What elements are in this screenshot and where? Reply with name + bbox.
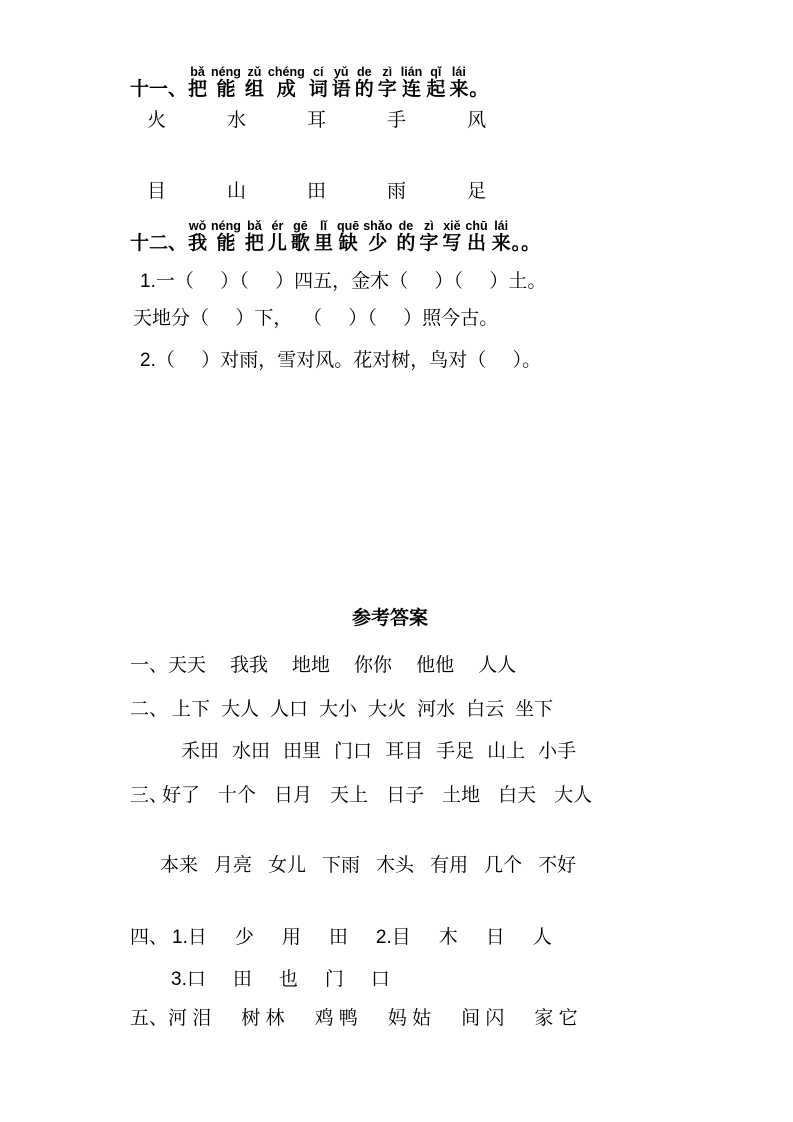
word: 田	[328, 927, 348, 948]
answer-row-4-2	[171, 969, 390, 990]
word: 山	[227, 181, 247, 202]
word: 禾田	[181, 741, 220, 762]
word: 田里	[283, 741, 322, 762]
title-char	[378, 66, 397, 100]
pinyin: wǒ	[188, 219, 207, 233]
word: 白云	[466, 699, 505, 720]
word: 木头	[376, 855, 415, 876]
word: 手	[387, 110, 407, 131]
word: 田	[307, 181, 327, 202]
title-char	[211, 66, 241, 100]
word: 耳	[307, 110, 327, 131]
title-char	[419, 220, 438, 254]
hanzi: 里	[313, 233, 333, 254]
title-char	[363, 220, 392, 254]
word: 鸡 鸭	[314, 1008, 358, 1029]
title-char	[291, 220, 310, 254]
section-11-header	[130, 66, 488, 100]
word: 门	[324, 969, 344, 990]
hanzi: 成	[276, 79, 296, 100]
hanzi: 把	[244, 233, 264, 254]
word: 也	[278, 969, 298, 990]
title-char	[268, 66, 305, 100]
title-char	[465, 220, 487, 254]
title-char	[401, 66, 423, 100]
hanzi: 能	[216, 233, 236, 254]
pinyin: xiě	[443, 219, 461, 233]
word: 天天	[168, 655, 207, 676]
word: 日	[485, 927, 505, 948]
fill-line-2: 天地分（ ）下， （ ）（ ）照今古。	[133, 308, 499, 329]
answer-row-5-1	[168, 1008, 578, 1029]
word: 雨	[387, 181, 407, 202]
word: 大火	[368, 699, 407, 720]
word: 水	[227, 110, 247, 131]
title-char	[268, 220, 287, 254]
word: 人口	[270, 699, 309, 720]
hanzi: 歌	[290, 233, 310, 254]
word: 上下	[172, 699, 211, 720]
hanzi: 组	[244, 79, 264, 100]
title-char	[188, 220, 207, 254]
word: 女儿	[268, 855, 307, 876]
word: 2.目	[375, 927, 411, 948]
title-char	[245, 220, 264, 254]
hanzi: 把	[188, 79, 208, 100]
pinyin: ér	[271, 219, 284, 233]
hanzi: 字	[377, 79, 397, 100]
answer-row-3-2	[160, 855, 576, 876]
word: 1.日	[172, 927, 207, 948]
pinyin: shǎo	[363, 219, 393, 233]
answer-label-3: 三、	[130, 785, 169, 806]
title-char	[396, 220, 415, 254]
word: 用	[281, 927, 301, 948]
word: 天上	[330, 785, 369, 806]
word: 目	[147, 181, 167, 202]
word: 树 林	[241, 1008, 285, 1029]
word: 妈 姑	[387, 1008, 432, 1029]
fill-line-3: 2.（ ）对雨，雪对风。花对树，鸟对（ ）。	[140, 350, 542, 371]
word: 坐下	[515, 699, 554, 720]
section-12-number: 十二、	[130, 233, 188, 254]
pinyin: de	[356, 65, 372, 79]
answer-label-5: 五、	[130, 1008, 169, 1029]
word: 3.口	[171, 969, 206, 990]
word: 风	[467, 110, 487, 131]
hanzi: 来	[491, 233, 511, 254]
word: 大人	[221, 699, 260, 720]
link-row-1	[147, 110, 486, 131]
word: 你你	[354, 655, 393, 676]
word: 土地	[442, 785, 481, 806]
title-char	[314, 220, 333, 254]
section-12-period: 。。	[511, 233, 541, 254]
pinyin: zì	[382, 65, 393, 79]
word: 白天	[498, 785, 537, 806]
pinyin: bǎ	[247, 219, 262, 233]
hanzi: 词	[308, 79, 328, 100]
hanzi: 缺	[338, 233, 358, 254]
word: 间 闪	[461, 1008, 505, 1029]
pinyin: néng	[211, 219, 241, 233]
answer-row-2-1	[172, 699, 553, 720]
pinyin: gē	[293, 219, 308, 233]
word: 火	[147, 110, 167, 131]
word: 河水	[417, 699, 456, 720]
title-char	[188, 66, 207, 100]
pinyin: chū	[465, 219, 488, 233]
answer-label-2: 二、	[130, 699, 169, 720]
word: 足	[467, 181, 487, 202]
section-12-header	[130, 220, 540, 254]
word: 本来	[160, 855, 199, 876]
hanzi: 连	[402, 79, 422, 100]
hanzi: 我	[188, 233, 208, 254]
title-char	[332, 66, 351, 100]
hanzi: 字	[419, 233, 439, 254]
word: 门口	[334, 741, 373, 762]
answer-row-4-1	[172, 927, 552, 948]
pinyin: lǐ	[319, 219, 327, 233]
word: 大人	[554, 785, 593, 806]
word: 小手	[538, 741, 577, 762]
word: 地地	[292, 655, 331, 676]
word: 有用	[430, 855, 469, 876]
word: 少	[234, 927, 254, 948]
word: 田	[232, 969, 252, 990]
answer-row-1-1	[168, 655, 516, 676]
title-char	[355, 66, 374, 100]
hanzi: 少	[368, 233, 388, 254]
word: 河 泪	[168, 1008, 212, 1029]
pinyin: zǔ	[247, 65, 262, 79]
word: 大小	[319, 699, 358, 720]
word: 月亮	[214, 855, 253, 876]
pinyin: lái	[451, 65, 466, 79]
word: 日月	[274, 785, 313, 806]
hanzi: 出	[467, 233, 487, 254]
pinyin: zì	[424, 219, 434, 233]
hanzi: 语	[331, 79, 351, 100]
title-char	[211, 220, 241, 254]
title-char	[245, 66, 264, 100]
word: 十个	[218, 785, 257, 806]
word: 日子	[386, 785, 425, 806]
title-char	[426, 66, 445, 100]
title-char	[449, 66, 468, 100]
hanzi: 起	[426, 79, 446, 100]
word: 他他	[416, 655, 455, 676]
pinyin: cí	[313, 65, 324, 79]
pinyin: bǎ	[190, 65, 205, 79]
pinyin: lái	[494, 219, 509, 233]
word: 我我	[230, 655, 269, 676]
section-11-period: 。	[469, 79, 489, 100]
section-12-title	[188, 220, 511, 254]
hanzi: 能	[216, 79, 236, 100]
word: 不好	[538, 855, 577, 876]
word: 好了	[162, 785, 201, 806]
section-11-title	[188, 66, 468, 100]
word: 人	[532, 927, 552, 948]
answer-row-3-1	[162, 785, 592, 806]
word: 耳目	[385, 741, 424, 762]
pinyin: lián	[400, 65, 423, 79]
section-11-number: 十一、	[130, 79, 188, 100]
pinyin: yǔ	[333, 65, 349, 79]
word: 家 它	[534, 1008, 578, 1029]
title-char	[309, 66, 328, 100]
word: 山上	[487, 741, 526, 762]
answers-title: 参考答案	[352, 608, 429, 629]
hanzi: 写	[442, 233, 462, 254]
answer-label-4: 四、	[130, 927, 169, 948]
title-char	[492, 220, 511, 254]
hanzi: 来	[449, 79, 469, 100]
pinyin: quē	[336, 219, 360, 233]
fill-line-1: 1.一（ ）（ ）四五，金木（ ）（ ）土。	[140, 271, 547, 292]
word: 水田	[232, 741, 271, 762]
title-char	[442, 220, 461, 254]
word: 几个	[484, 855, 523, 876]
hanzi: 儿	[267, 233, 287, 254]
pinyin: de	[398, 219, 414, 233]
pinyin: chéng	[267, 65, 305, 79]
word: 口	[370, 969, 390, 990]
link-row-2	[147, 181, 486, 202]
answer-row-2-2	[181, 741, 576, 762]
word: 手足	[436, 741, 475, 762]
word: 下雨	[322, 855, 361, 876]
title-char	[337, 220, 359, 254]
hanzi: 的	[354, 79, 374, 100]
pinyin: qǐ	[430, 65, 442, 79]
word: 人人	[478, 655, 517, 676]
word: 木	[438, 927, 458, 948]
hanzi: 的	[396, 233, 416, 254]
answer-label-1: 一、	[130, 655, 169, 676]
pinyin: néng	[211, 65, 241, 79]
